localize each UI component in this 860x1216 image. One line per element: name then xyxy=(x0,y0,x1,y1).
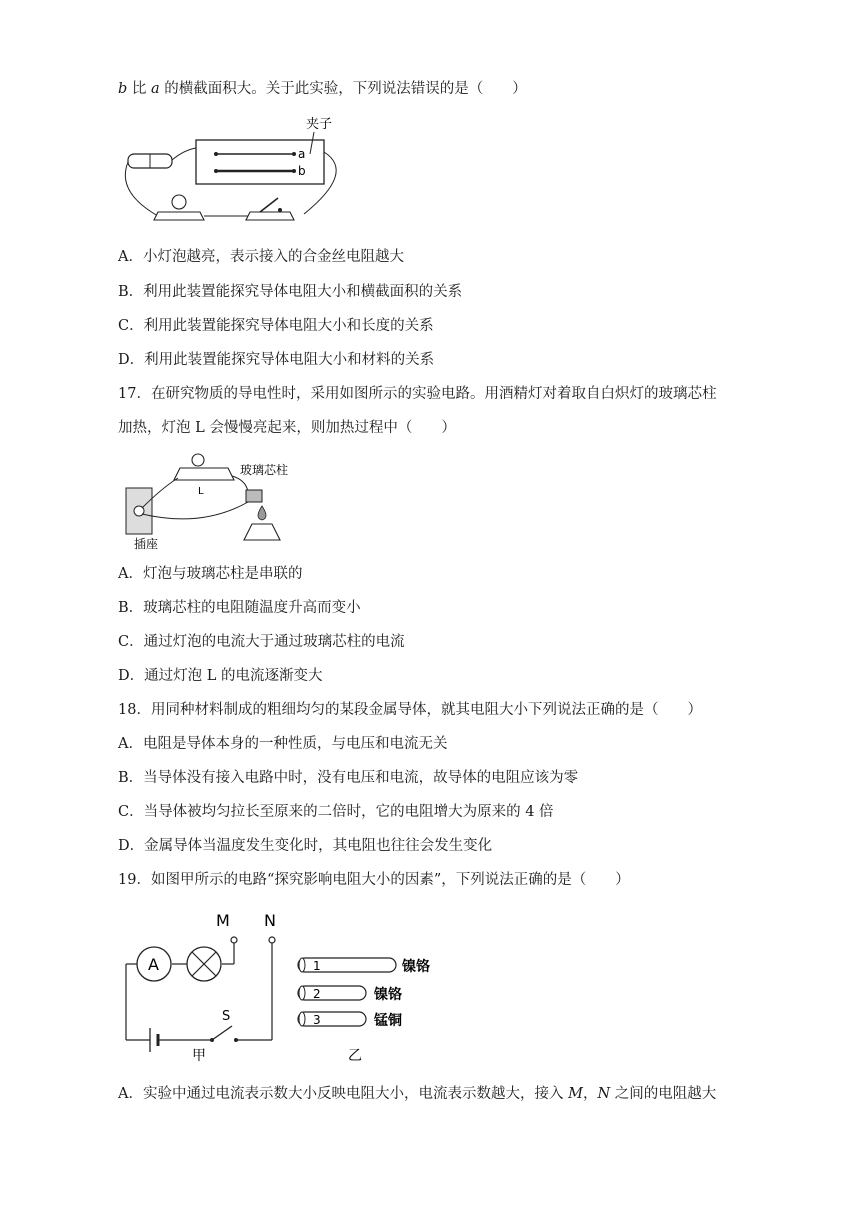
q17-circuit-figure xyxy=(122,448,302,554)
material-1: 镍铬 xyxy=(402,959,430,975)
label-jia: 甲 xyxy=(192,1048,206,1064)
switch-icon xyxy=(260,198,278,212)
q19-option-a: A．实验中通过电流表示数大小反映电阻大小，电流表示数越大，接入 M，N 之间的电阻越大 xyxy=(118,1086,717,1102)
q16-stem: b 比 a 的横截面积大。关于此实验，下列说法错误的是（ ） xyxy=(118,81,527,97)
alcohol-lamp-icon xyxy=(244,524,280,540)
q19-figure xyxy=(118,906,448,1068)
svg-text:2: 2 xyxy=(313,987,321,1001)
glass-core-icon xyxy=(246,490,262,502)
q16-option-d: D．利用此装置能探究导体电阻大小和材料的关系 xyxy=(118,352,435,368)
ammeter-label: A xyxy=(148,955,159,974)
terminal-m-label: M xyxy=(216,911,230,930)
conductor-1 xyxy=(298,958,430,975)
var-b: b xyxy=(118,81,128,97)
q17-stem-line1: 17．在研究物质的导电性时，采用如图所示的实验电路。用酒精灯对着取自白炽灯的玻璃芯柱 xyxy=(118,386,717,402)
q17-option-d: D．通过灯泡 L 的电流逐渐变大 xyxy=(118,668,323,684)
material-3: 锰铜 xyxy=(374,1013,402,1029)
q18-option-b: B．当导体没有接入电路中时，没有电压和电流，故导体的电阻应该为零 xyxy=(118,770,579,786)
conductor-2 xyxy=(298,986,402,1003)
switch-icon xyxy=(212,1026,232,1040)
terminal-m xyxy=(231,937,237,943)
switch-label: S xyxy=(222,1009,231,1024)
q16-option-c: C．利用此装置能探究导体电阻大小和长度的关系 xyxy=(118,318,434,334)
q16-circuit-figure xyxy=(118,112,358,236)
q16-option-b: B．利用此装置能探究导体电阻大小和横截面积的关系 xyxy=(118,284,463,300)
bulb-icon xyxy=(192,454,204,466)
material-2: 镍铬 xyxy=(374,987,402,1003)
q16-option-a: A．小灯泡越亮，表示接入的合金丝电阻越大 xyxy=(118,249,404,265)
var-a: a xyxy=(151,81,160,97)
q18-option-d: D．金属导体当温度发生变化时，其电阻也往往会发生变化 xyxy=(118,838,493,854)
wire-b-label: b xyxy=(298,164,306,178)
q18-option-a: A．电阻是导体本身的一种性质，与电压和电流无关 xyxy=(118,736,448,752)
terminal-n xyxy=(269,937,275,943)
q17-option-b: B．玻璃芯柱的电阻随温度升高而变小 xyxy=(118,600,361,616)
q17-option-a: A．灯泡与玻璃芯柱是串联的 xyxy=(118,566,303,582)
q18-stem: 18．用同种材料制成的粗细均匀的某段金属导体，就其电阻大小下列说法正确的是（ ） xyxy=(118,702,702,718)
q18-option-c: C．当导体被均匀拉长至原来的二倍时，它的电阻增大为原来的 4 倍 xyxy=(118,804,554,820)
bulb-icon xyxy=(172,195,186,209)
socket-label: 插座 xyxy=(134,537,159,551)
clip-label: 夹子 xyxy=(306,117,333,132)
label-yi: 乙 xyxy=(348,1048,362,1064)
svg-text:3: 3 xyxy=(313,1013,321,1027)
q19-stem: 19．如图甲所示的电路“探究影响电阻大小的因素”，下列说法正确的是（ ） xyxy=(118,872,630,888)
bulb-label: L xyxy=(198,486,204,497)
q17-stem-line2: 加热，灯泡 L 会慢慢亮起来，则加热过程中（ ） xyxy=(118,420,456,436)
svg-text:1: 1 xyxy=(313,959,321,973)
q17-option-c: C．通过灯泡的电流大于通过玻璃芯柱的电流 xyxy=(118,634,405,650)
wire-a-label: a xyxy=(298,147,306,161)
conductor-3 xyxy=(298,1012,402,1029)
glass-core-label: 玻璃芯柱 xyxy=(240,463,289,477)
terminal-n-label: N xyxy=(264,911,276,930)
